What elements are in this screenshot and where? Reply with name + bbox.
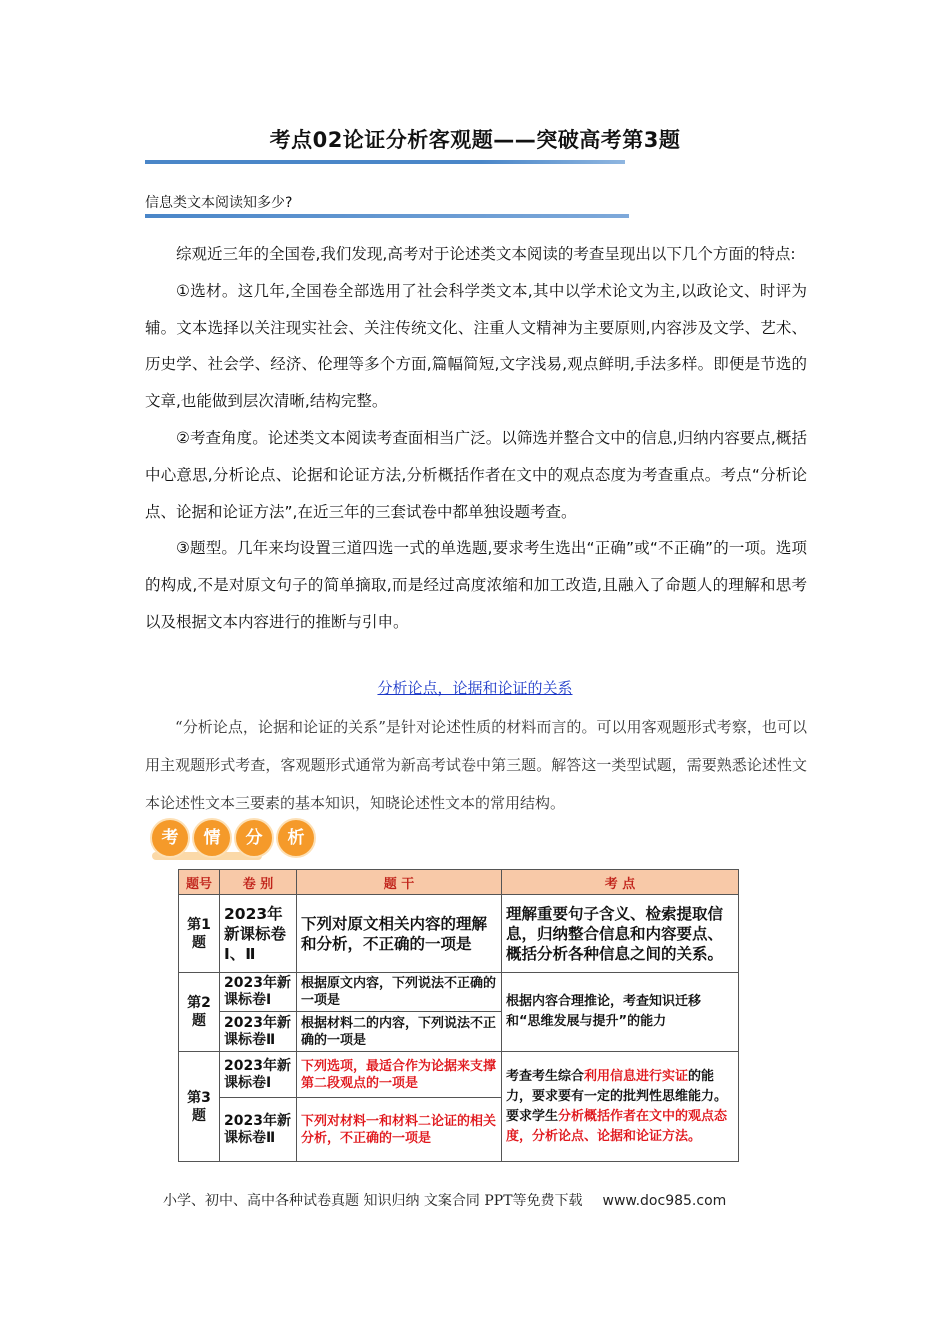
exam-analysis-table: [178, 869, 739, 1162]
point-highlight: 利用信息进行实证: [584, 1068, 689, 1084]
stem-cell: 根据材料二的内容，下列说法不正确的一项是: [297, 1012, 502, 1052]
section-underline: [145, 214, 629, 218]
question-no-cell: 第3题: [179, 1052, 220, 1162]
intro-block: [145, 236, 807, 641]
page-footer: [163, 1190, 726, 1210]
header-volume: 卷 别: [220, 870, 297, 895]
badge-char: 析: [276, 818, 316, 858]
relation-link-heading[interactable]: 分析论点，论据和论证的关系: [377, 679, 573, 697]
header-point: 考 点: [502, 870, 739, 895]
point-text: 考查考生综合: [506, 1068, 585, 1084]
volume-cell: 2023年新课标卷Ⅱ: [220, 1012, 297, 1052]
point-cell: 理解重要句子含义、检索提取信息，归纳整合信息和内容要点、概括分析各种信息之间的关系。: [502, 895, 739, 973]
section-heading: 信息类文本阅读知多少?: [145, 195, 293, 211]
intro-paragraph: ②考查角度。论述类文本阅读考查面相当广泛。以筛选并整合文中的信息,归纳内容要点,概括中心意思,分析论点、论据和论证方法,分析概括作者在文中的观点态度为考查重点。考点“分析论点、论据和论证方法”,在近三年的三套试卷中都单独设题考查。: [145, 428, 807, 521]
point-cell: [502, 1052, 739, 1162]
table-header-row: [179, 870, 739, 895]
stem-cell: 根据原文内容，下列说法不正确的一项是: [297, 973, 502, 1012]
footer-text: 小学、初中、高中各种试卷真题 知识归纳 文案合同 PPT等免费下载: [163, 1193, 583, 1209]
intro-paragraph: ①选材。这几年,全国卷全部选用了社会科学类文本,其中以学术论文为主,以政论文、时评为辅。文本选择以关注现实社会、关注传统文化、注重人文精神为主要原则,内容涉及文学、艺术、历史学、社会学、经济、伦理等多个方面,篇幅简短,文字浅易,观点鲜明,手法多样。即便是节选的文章,也能做到层次清晰,结构完整。: [145, 281, 807, 411]
table-row: [179, 973, 739, 1012]
volume-cell: 2023年新课标卷Ⅱ: [220, 1098, 297, 1162]
point-cell: 根据内容合理推论，考查知识迁移和“思维发展与提升”的能力: [502, 973, 739, 1052]
relation-paragraph: “分析论点，论据和论证的关系”是针对论述性质的材料而言的。可以用客观题形式考察，也可以用主观题形式考查，客观题形式通常为新高考试卷中第三题。解答这一类型试题，需要熟悉论述性文本论述性文本三要素的基本知识，知晓论述性文本的常用结构。: [145, 718, 807, 812]
point-text: 的能力，要求要有一定的批判性思维能力。要求学生: [506, 1068, 728, 1124]
header-stem: 题 干: [297, 870, 502, 895]
stem-cell: 下列对原文相关内容的理解和分析，不正确的一项是: [297, 895, 502, 973]
badge-char: 分: [234, 818, 274, 858]
question-no-cell: 第2题: [179, 973, 220, 1052]
volume-cell: 2023年新课标卷Ⅰ、Ⅱ: [220, 895, 297, 973]
table-row: [179, 895, 739, 973]
page-title: 考点02论证分析客观题——突破高考第3题: [269, 128, 681, 152]
relation-paragraph-block: [145, 708, 807, 822]
badge-char: 考: [150, 818, 190, 858]
exam-analysis-badge: [150, 818, 316, 862]
point-highlight: 分析概括作者在文中的观点态度，分析论点、论据和论证方法。: [506, 1108, 728, 1144]
volume-cell: 2023年新课标卷Ⅰ: [220, 973, 297, 1012]
badge-char: 情: [192, 818, 232, 858]
stem-cell: 下列对材料一和材料二论证的相关分析，不正确的一项是: [297, 1098, 502, 1162]
volume-cell: 2023年新课标卷Ⅰ: [220, 1052, 297, 1098]
question-no-cell: 第1题: [179, 895, 220, 973]
header-question-no: 题号: [179, 870, 220, 895]
footer-url[interactable]: www.doc985.com: [602, 1193, 727, 1209]
intro-paragraph: 综观近三年的全国卷,我们发现,高考对于论述类文本阅读的考查呈现出以下几个方面的特点:: [176, 245, 796, 263]
title-underline: [145, 160, 625, 164]
stem-cell: 下列选项，最适合作为论据来支撑第二段观点的一项是: [297, 1052, 502, 1098]
intro-paragraph: ③题型。几年来均设置三道四选一式的单选题,要求考生选出“正确”或“不正确”的一项。选项的构成,不是对原文句子的简单摘取,而是经过高度浓缩和加工改造,且融入了命题人的理解和思考以及根据文本内容进行的推断与引申。: [145, 539, 807, 631]
table-row: [179, 1052, 739, 1098]
